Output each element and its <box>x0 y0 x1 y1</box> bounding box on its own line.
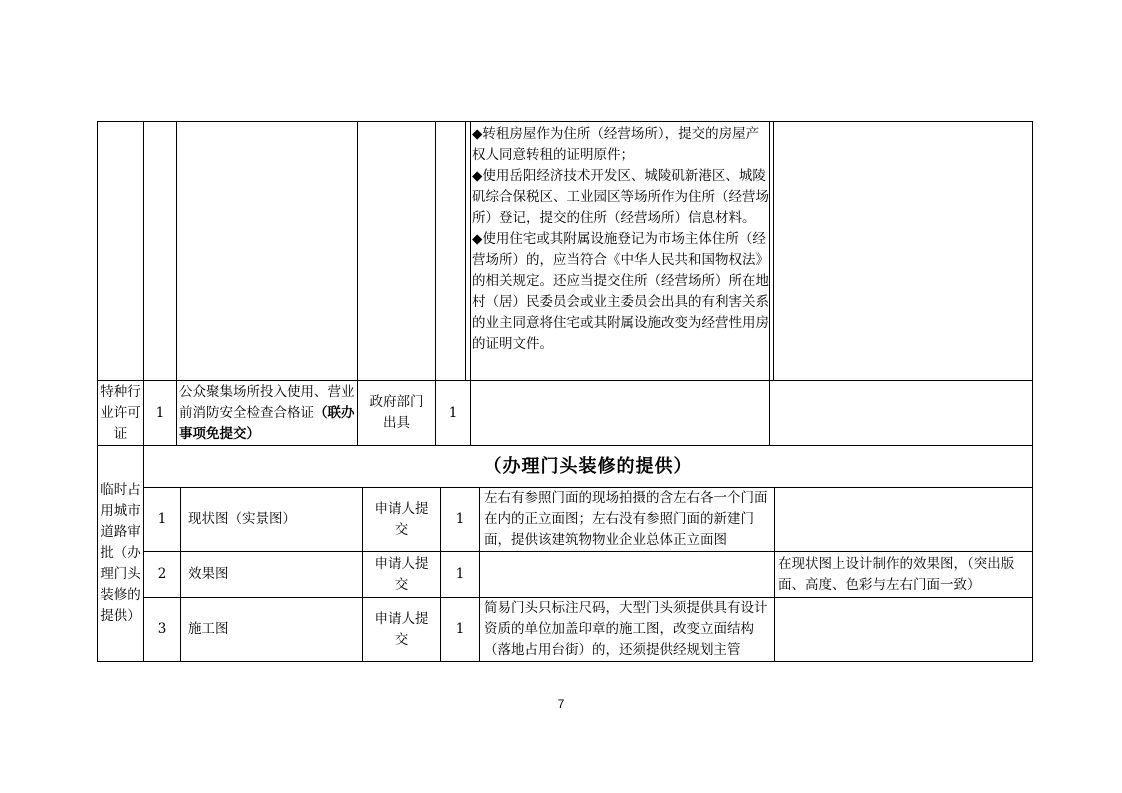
special-permit-source: 政府部门出具 <box>369 394 424 431</box>
requirement-sublease: ◆转租房屋作为住所（经营场所），提交的房屋产权人同意转租的证明原件； <box>472 126 760 163</box>
special-permit-material <box>178 381 356 445</box>
special-permit-copies: 1 <box>448 404 458 421</box>
table-row-material: 现状图（实景图） <box>188 511 296 527</box>
table-row-index: 2 <box>157 566 167 582</box>
table-row-index: 1 <box>157 511 167 527</box>
table-row-requirement: 左右有参照门面的现场拍摄的含左右各一个门面在内的正立面图；左右没有参照门面的新建门面，提供该建筑物物业企业总体正立面图 <box>484 490 768 548</box>
table-border-right <box>1032 121 1033 662</box>
temp-occupation-category: 临时占用城市道路审批（办理门头装修的提供） <box>100 482 141 624</box>
material-name: 公众聚集场所投入使用、营业前消防安全检查合格证 <box>179 383 355 421</box>
table-col-divider <box>773 121 774 381</box>
table-row-source: 申请人提交 <box>374 555 429 593</box>
table-row-copies: 1 <box>455 621 465 637</box>
table-col-divider <box>470 121 471 446</box>
table-col-divider <box>465 121 466 381</box>
table-row-note: 在现状图上设计制作的效果图，（突出版面、高度、色彩与左右门面一致） <box>778 555 1015 593</box>
table-row-requirement: 简易门头只标注尺码，大型门头须提供具有设计资质的单位加盖印章的施工图，改变立面结构（落地占用台街）的，还须提供经规划主管 <box>484 600 768 658</box>
section-heading: （办理门头装修的提供） <box>483 456 693 477</box>
table-row-copies: 1 <box>455 511 465 527</box>
residence-requirements-cell <box>472 122 772 380</box>
table-col-divider <box>176 121 177 446</box>
requirement-development-zone: ◆使用岳阳经济技术开发区、城陵矶新港区、城陵矶综合保税区、工业园区等场所作为住所（经营场所）登记，提交的住所（经营场所）信息材料。 <box>472 168 769 226</box>
table-col-divider <box>774 487 775 662</box>
table-row-source: 申请人提交 <box>374 610 429 648</box>
table-row-material: 效果图 <box>188 566 229 582</box>
table-row-material: 施工图 <box>188 621 229 637</box>
page-number: 7 <box>557 697 565 711</box>
table-row-copies: 1 <box>455 566 465 582</box>
table-col-divider <box>479 487 480 662</box>
table-border-bottom <box>97 661 1033 662</box>
table-row-source: 申请人提交 <box>374 500 429 538</box>
table-row-index: 3 <box>157 621 167 637</box>
special-permit-category: 特种行业许可证 <box>100 383 141 442</box>
requirement-residential-use: ◆使用住宅或其附属设施登记为市场主体住所（经营场所）的，应当符合《中华人民共和国物权法》的相关规定。还应当提交住所（经营场所）所在地村（居）民委员会或业主委员会出具的有利害关系的业主同意将住宅或其附属设施改变为经营性用房的证明文件。 <box>472 231 769 352</box>
special-permit-index: 1 <box>155 404 165 421</box>
material-note-bold: （联办事项免提交） <box>179 404 355 442</box>
